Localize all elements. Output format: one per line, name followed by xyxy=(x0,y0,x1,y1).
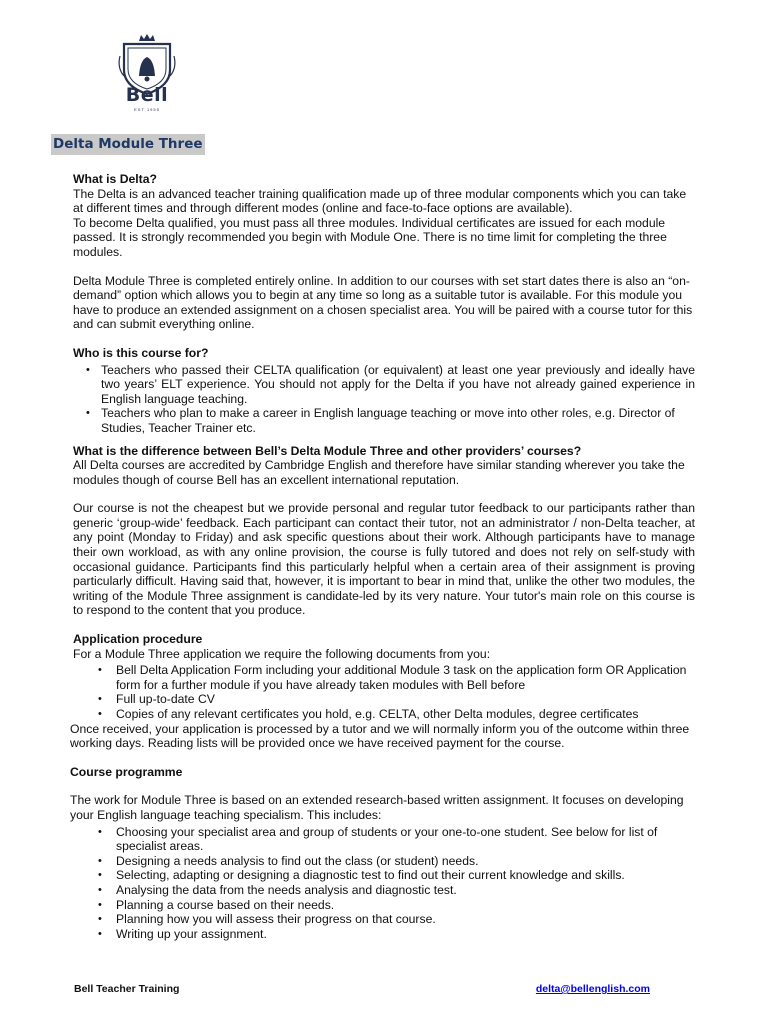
list-item: • Planning a course based on their needs. xyxy=(73,898,695,913)
list-item: • Planning how you will assess their progress on that course. xyxy=(73,912,695,927)
paragraph: For a Module Three application we require the following documents from you: xyxy=(73,646,491,661)
heading-application: Application procedure xyxy=(73,632,203,647)
list-item: • Copies of any relevant certificates you hold, e.g. CELTA, other Delta modules, degree certificates xyxy=(73,707,695,722)
logo-wordmark: Bell xyxy=(125,84,169,106)
paragraph: To become Delta qualified, you must pass all three modules. Individual certificates are issued for each module passed. It is strongly recommended you begin with Module One. There is no time limit for completing the three modules. xyxy=(73,215,667,259)
document-body xyxy=(70,172,695,941)
list-item: • Choosing your specialist area and group of students or your one-to-one student. See below for list of specialist areas. xyxy=(73,825,695,854)
heading-who-for: Who is this course for? xyxy=(73,345,209,360)
list-item: • Selecting, adapting or designing a diagnostic test to find out their current knowledge and skills. xyxy=(73,868,695,883)
footer-email-link[interactable]: delta@bellenglish.com xyxy=(535,983,650,995)
list-item: • Full up-to-date CV xyxy=(73,692,695,707)
list-item: • Bell Delta Application Form including your additional Module 3 task on the application form OR Application form for a further module if you have already taken modules with Bell before xyxy=(73,663,695,692)
page-title: Delta Module Three xyxy=(51,134,205,155)
paragraph: The Delta is an advanced teacher training qualification made up of three modular components which you can take at different times and through different modes (online and face-to-face options are available). xyxy=(73,186,687,216)
heading-what-is-delta: What is Delta? xyxy=(73,172,157,186)
programme-list xyxy=(73,825,695,942)
application-list xyxy=(73,663,695,721)
list-item: • Teachers who plan to make a career in English language teaching or move into other roles, e.g. Director of Studies, Teacher Trainer etc. xyxy=(73,406,695,435)
paragraph: Once received, your application is processed by a tutor and we will normally inform you of the outcome within three working days. Reading lists will be provided once we have received payment for the course. xyxy=(70,721,690,751)
list-item: • Teachers who passed their CELTA qualification (or equivalent) at least one year previously and ideally have two years’ ELT experience. You should not apply for the Delta if you have not already gained experience in English language teaching. xyxy=(73,363,695,407)
who-for-list xyxy=(73,363,695,436)
list-item: • Writing up your assignment. xyxy=(73,927,695,942)
paragraph: All Delta courses are accredited by Cambridge English and therefore have similar standing wherever you take the modules though of course Bell has an excellent international reputation. xyxy=(73,458,685,487)
heading-programme: Course programme xyxy=(70,764,183,779)
list-item: • Designing a needs analysis to find out the class (or student) needs. xyxy=(73,854,695,869)
list-item: • Analysing the data from the needs analysis and diagnostic test. xyxy=(73,883,695,898)
paragraph: The work for Module Three is based on an extended research-based written assignment. It focuses on developing your English language teaching specialism. This includes: xyxy=(70,793,684,822)
footer-org-name: Bell Teacher Training xyxy=(74,983,180,995)
heading-difference: What is the difference between Bell’s Delta Module Three and other providers’ courses? xyxy=(73,443,582,458)
paragraph: Our course is not the cheapest but we provide personal and regular tutor feedback to our participants rather than generic ‘group-wide’ feedback. Each participant can contact their tutor, not an administrator / non-Delta teacher, at any point (Monday to Friday) and ask specific questions about their work. Although participants have to manage their own workload, as with any online provision, the course is fully tutored and does not rely on self-study with occasional guidance. Participants find this particularly helpful when a certain area of their assignment is proving particularly difficult. Having said that, however, it is important to bear in mind that, unlike the other two modules, the writing of the Module Three assignment is candidate-led by its very nature. Your tutor's main role on this course is to respond to the content that you produce. xyxy=(73,501,695,618)
paragraph: Delta Module Three is completed entirely online. In addition to our courses with set start dates there is also an “on-demand” option which allows you to begin at any time so long as a suitable tutor is available. For this module you have to produce an extended assignment on a chosen specialist area. You will be paired with a course tutor for this and can submit everything online. xyxy=(73,273,693,332)
logo-tagline: EST 1955 xyxy=(134,107,160,112)
